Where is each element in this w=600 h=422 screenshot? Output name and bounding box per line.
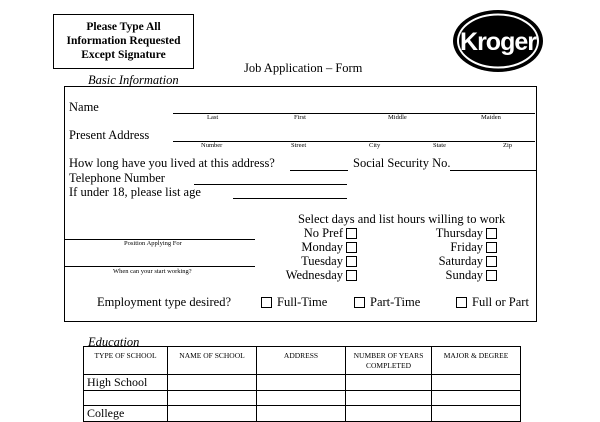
age-field[interactable] (233, 198, 347, 199)
employment-checkbox-full-time[interactable] (261, 297, 272, 308)
day-label-thursday: Thursday (435, 226, 483, 240)
employment-label-part-time: Part-Time (370, 295, 421, 309)
col-header-major: MAJOR & DEGREE (432, 347, 521, 375)
day-checkbox-sunday[interactable] (486, 270, 497, 281)
ssn-label: Social Security No. (353, 156, 451, 170)
col-header-type: TYPE OF SCHOOL (84, 347, 168, 375)
start-caption: When can your start working? (113, 268, 192, 275)
day-checkbox-tuesday[interactable] (346, 256, 357, 267)
day-label-monday: Monday (301, 240, 343, 254)
address-sub-state: State (433, 142, 446, 149)
employment-checkbox-part-time[interactable] (354, 297, 365, 308)
day-checkbox-no-pref[interactable] (346, 228, 357, 239)
notice-line-2: Information Requested (66, 35, 181, 47)
position-caption: Position Applying For (124, 240, 182, 247)
day-label-no-pref: No Pref (303, 226, 343, 240)
notice-box (53, 14, 194, 69)
form-title: Job Application – Form (244, 61, 363, 75)
start-date-field[interactable] (64, 266, 255, 267)
section-label-education: Education (88, 335, 140, 349)
employment-label: Employment type desired? (97, 295, 231, 309)
kroger-logo (452, 9, 544, 73)
col-header-years: NUMBER OF YEARS COMPLETED (346, 347, 432, 375)
name-sub-middle: Middle (388, 114, 407, 121)
col-header-address: ADDRESS (257, 347, 346, 375)
basic-info-box (64, 86, 537, 322)
day-label-saturday: Saturday (438, 254, 483, 268)
address-sub-street: Street (291, 142, 307, 149)
address-label: Present Address (69, 128, 150, 142)
day-checkbox-friday[interactable] (486, 242, 497, 253)
under18-label: If under 18, please list age (69, 185, 201, 199)
employment-label-full-time: Full-Time (277, 295, 328, 309)
table-cell[interactable] (257, 391, 346, 406)
how-long-field[interactable] (290, 170, 348, 171)
day-label-wednesday: Wednesday (285, 268, 343, 282)
logo-wordmark: Kroger (460, 28, 536, 56)
phone-label: Telephone Number (69, 171, 165, 185)
address-sub-number: Number (201, 142, 223, 149)
notice-line-3: Except Signature (81, 49, 166, 61)
table-cell[interactable] (432, 375, 521, 391)
row-label-college: College (84, 406, 168, 422)
table-cell[interactable] (84, 391, 168, 406)
name-sub-maiden: Maiden (481, 114, 501, 121)
table-row (84, 375, 521, 391)
table-cell[interactable] (168, 375, 257, 391)
name-sub-first: First (294, 114, 306, 121)
days-title: Select days and list hours willing to work (298, 212, 506, 226)
day-label-friday: Friday (450, 240, 483, 254)
day-label-sunday: Sunday (445, 268, 483, 282)
table-cell[interactable] (168, 391, 257, 406)
name-sub-last: Last (207, 114, 219, 121)
table-cell[interactable] (257, 375, 346, 391)
col-header-name: NAME OF SCHOOL (168, 347, 257, 375)
table-cell[interactable] (346, 375, 432, 391)
name-label: Name (69, 100, 99, 114)
address-field[interactable] (173, 141, 535, 142)
education-table (83, 346, 521, 422)
address-sub-city: City (369, 142, 381, 149)
day-checkbox-saturday[interactable] (486, 256, 497, 267)
table-row (84, 391, 521, 406)
table-cell[interactable] (432, 391, 521, 406)
day-checkbox-thursday[interactable] (486, 228, 497, 239)
education-header-row (84, 347, 521, 375)
ssn-field[interactable] (450, 170, 536, 171)
address-sub-zip: Zip (503, 142, 513, 149)
day-checkbox-wednesday[interactable] (346, 270, 357, 281)
how-long-label: How long have you lived at this address? (69, 156, 275, 170)
notice-line-1: Please Type All (86, 21, 161, 33)
section-label-basic: Basic Information (88, 73, 179, 87)
table-cell[interactable] (346, 391, 432, 406)
day-checkbox-monday[interactable] (346, 242, 357, 253)
phone-field[interactable] (194, 184, 347, 185)
employment-checkbox-full-or-part[interactable] (456, 297, 467, 308)
day-label-tuesday: Tuesday (301, 254, 343, 268)
row-label-high-school: High School (84, 375, 168, 391)
employment-label-full-or-part: Full or Part (472, 295, 529, 309)
